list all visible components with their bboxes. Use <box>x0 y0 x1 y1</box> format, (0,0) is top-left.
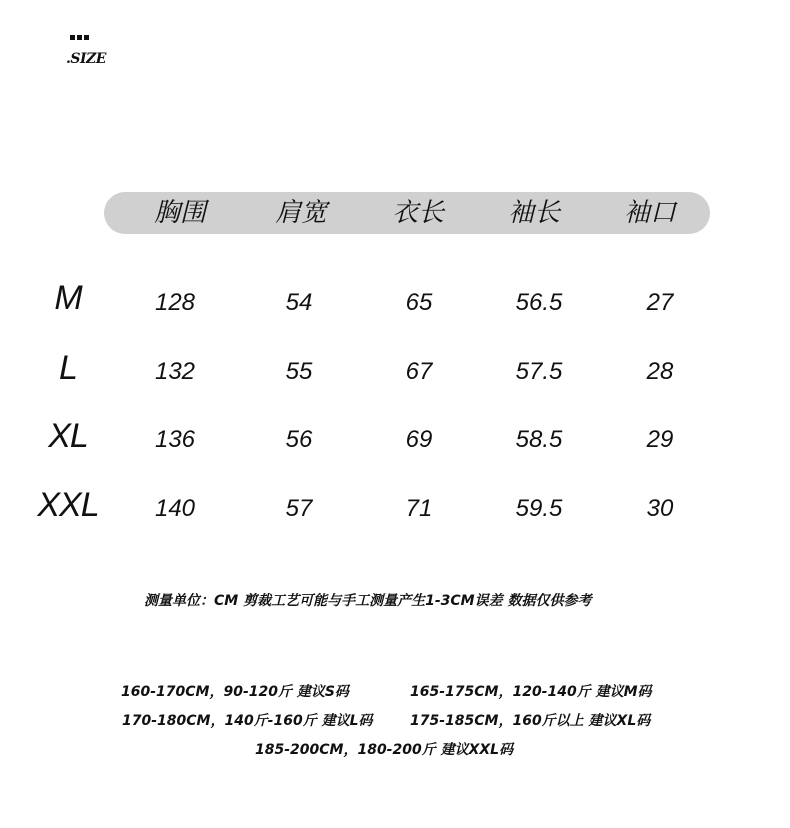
column-header-cuff: 袖口 <box>623 198 677 228</box>
table-cell: 29 <box>646 426 674 453</box>
table-cell: 132 <box>154 358 196 385</box>
table-cell: 27 <box>646 289 674 316</box>
table-cell: 56 <box>285 426 313 453</box>
table-cell: 55 <box>285 358 313 385</box>
size-label: M <box>54 279 82 317</box>
table-cell: 28 <box>646 358 674 385</box>
table-cell: 136 <box>154 426 196 453</box>
table-cell: 69 <box>405 426 433 453</box>
size-recommendation: 170-180CM，140斤-160斤 建议L码 <box>122 713 373 729</box>
table-cell: 30 <box>646 495 674 522</box>
size-recommendation: 185-200CM，180-200斤 建议XXL码 <box>255 742 514 758</box>
size-recommendation: 160-170CM，90-120斤 建议S码 <box>121 684 349 700</box>
table-cell: 57.5 <box>515 358 563 385</box>
size-label: XL <box>48 417 88 455</box>
table-cell: 128 <box>154 289 196 316</box>
table-cell: 58.5 <box>515 426 563 453</box>
measurement-note: 测量单位：CM 剪裁工艺可能与手工测量产生1-3CM误差 数据仅供参考 <box>144 593 592 609</box>
table-cell: 56.5 <box>515 289 563 316</box>
size-recommendation: 175-185CM，160斤以上 建议XL码 <box>410 713 651 729</box>
size-recommendation: 165-175CM，120-140斤 建议M码 <box>410 684 652 700</box>
size-label: L <box>59 349 77 387</box>
table-cell: 57 <box>285 495 313 522</box>
size-label: XXL <box>37 486 99 524</box>
table-cell: 54 <box>285 289 313 316</box>
table-cell: 67 <box>405 358 433 385</box>
column-header-chest: 胸围 <box>153 198 207 228</box>
column-header-length: 衣长 <box>391 198 445 228</box>
column-header-sleeve: 袖长 <box>507 198 561 228</box>
column-header-shoulder: 肩宽 <box>274 198 328 228</box>
table-cell: 71 <box>405 495 433 522</box>
brand-dots <box>70 35 89 40</box>
table-cell: 59.5 <box>515 495 563 522</box>
table-cell: 65 <box>405 289 433 316</box>
table-cell: 140 <box>154 495 196 522</box>
brand-label: .SIZE <box>66 51 106 67</box>
